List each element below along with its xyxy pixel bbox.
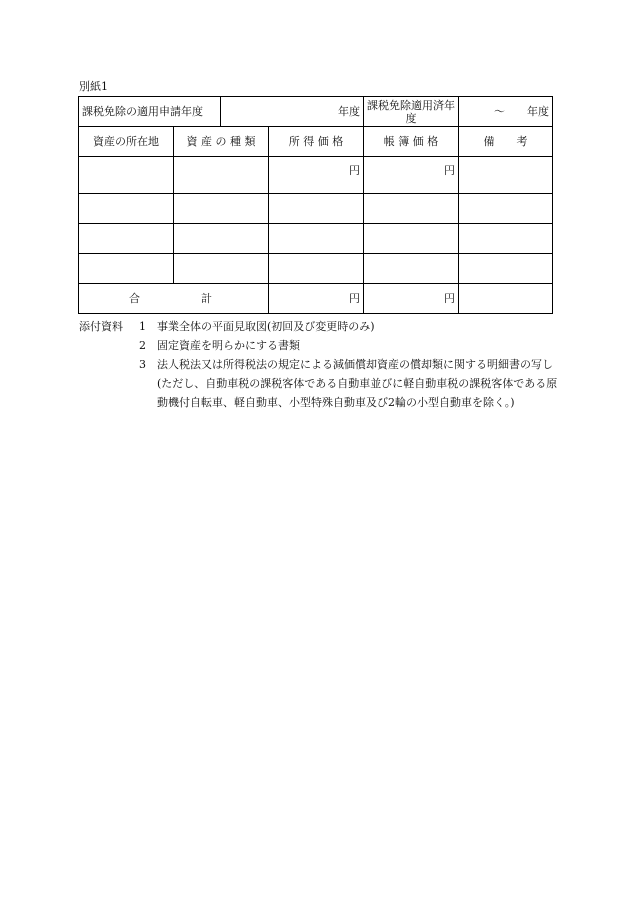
attachments-heading: 添付資料 [79, 320, 123, 333]
col-acquisition-price: 所 得 価 格 [269, 127, 364, 157]
total-label-right: 計 [201, 292, 212, 305]
attachment-text: 固定資産を明らかにする書類 [157, 339, 300, 352]
year-row [79, 97, 553, 127]
total-row [79, 284, 553, 314]
cell-book-value[interactable] [364, 224, 459, 254]
cell-acquisition-price[interactable] [269, 254, 364, 284]
cell-asset-type[interactable] [174, 254, 269, 284]
appendix-label: 別紙1 [79, 80, 108, 93]
cell-book-value[interactable]: 円 [364, 157, 459, 194]
cell-asset-type[interactable] [174, 224, 269, 254]
col-asset-type: 資 産 の 種 類 [174, 127, 269, 157]
cell-acquisition-price[interactable]: 円 [269, 157, 364, 194]
total-book-value[interactable]: 円 [364, 284, 459, 314]
cell-remarks[interactable] [459, 224, 553, 254]
applied-year-range[interactable]: ～ 年度 [459, 97, 553, 127]
cell-asset-type[interactable] [174, 157, 269, 194]
total-label-left: 合 [129, 292, 140, 305]
table-row [79, 157, 553, 194]
apply-year-unit: 年度 [338, 105, 360, 118]
apply-year-label: 課税免除の適用申請年度 [79, 97, 221, 127]
attachment-text: 法人税法又は所得税法の規定による減価償却資産の償却類に関する明細書の写し(ただし、自動車税の課税客体である自動車並びに軽自動車税の課税客体である原動機付自転車、軽自動車、小型特殊自動車及び2輪の小型自動車を除く。) [157, 358, 558, 409]
attachment-num: 3 [139, 358, 146, 371]
col-book-value: 帳 簿 価 格 [364, 127, 459, 157]
total-remarks[interactable] [459, 284, 553, 314]
attachment-item [139, 355, 559, 412]
cell-book-value[interactable] [364, 254, 459, 284]
cell-location[interactable] [79, 157, 174, 194]
applied-year-label: 課税免除適用済年度 [364, 97, 459, 127]
cell-location[interactable] [79, 194, 174, 224]
cell-acquisition-price[interactable] [269, 224, 364, 254]
attachment-item [139, 336, 559, 355]
cell-remarks[interactable] [459, 157, 553, 194]
cell-location[interactable] [79, 254, 174, 284]
attachments [79, 317, 559, 412]
attachment-num: 1 [139, 320, 146, 333]
attachment-item [79, 317, 559, 336]
total-acquisition-price[interactable]: 円 [269, 284, 364, 314]
col-location: 資産の所在地 [79, 127, 174, 157]
attachment-text: 事業全体の平面見取図(初回及び変更時のみ) [157, 320, 375, 333]
cell-remarks[interactable] [459, 254, 553, 284]
attachment-num: 2 [139, 339, 146, 352]
cell-asset-type[interactable] [174, 194, 269, 224]
table-row [79, 194, 553, 224]
column-header-row [79, 127, 553, 157]
col-remarks: 備 考 [459, 127, 553, 157]
total-label [79, 284, 269, 314]
cell-location[interactable] [79, 224, 174, 254]
table-row [79, 224, 553, 254]
asset-table [78, 96, 553, 314]
cell-acquisition-price[interactable] [269, 194, 364, 224]
apply-year-value[interactable] [221, 97, 364, 127]
cell-book-value[interactable] [364, 194, 459, 224]
cell-remarks[interactable] [459, 194, 553, 224]
table-row [79, 254, 553, 284]
